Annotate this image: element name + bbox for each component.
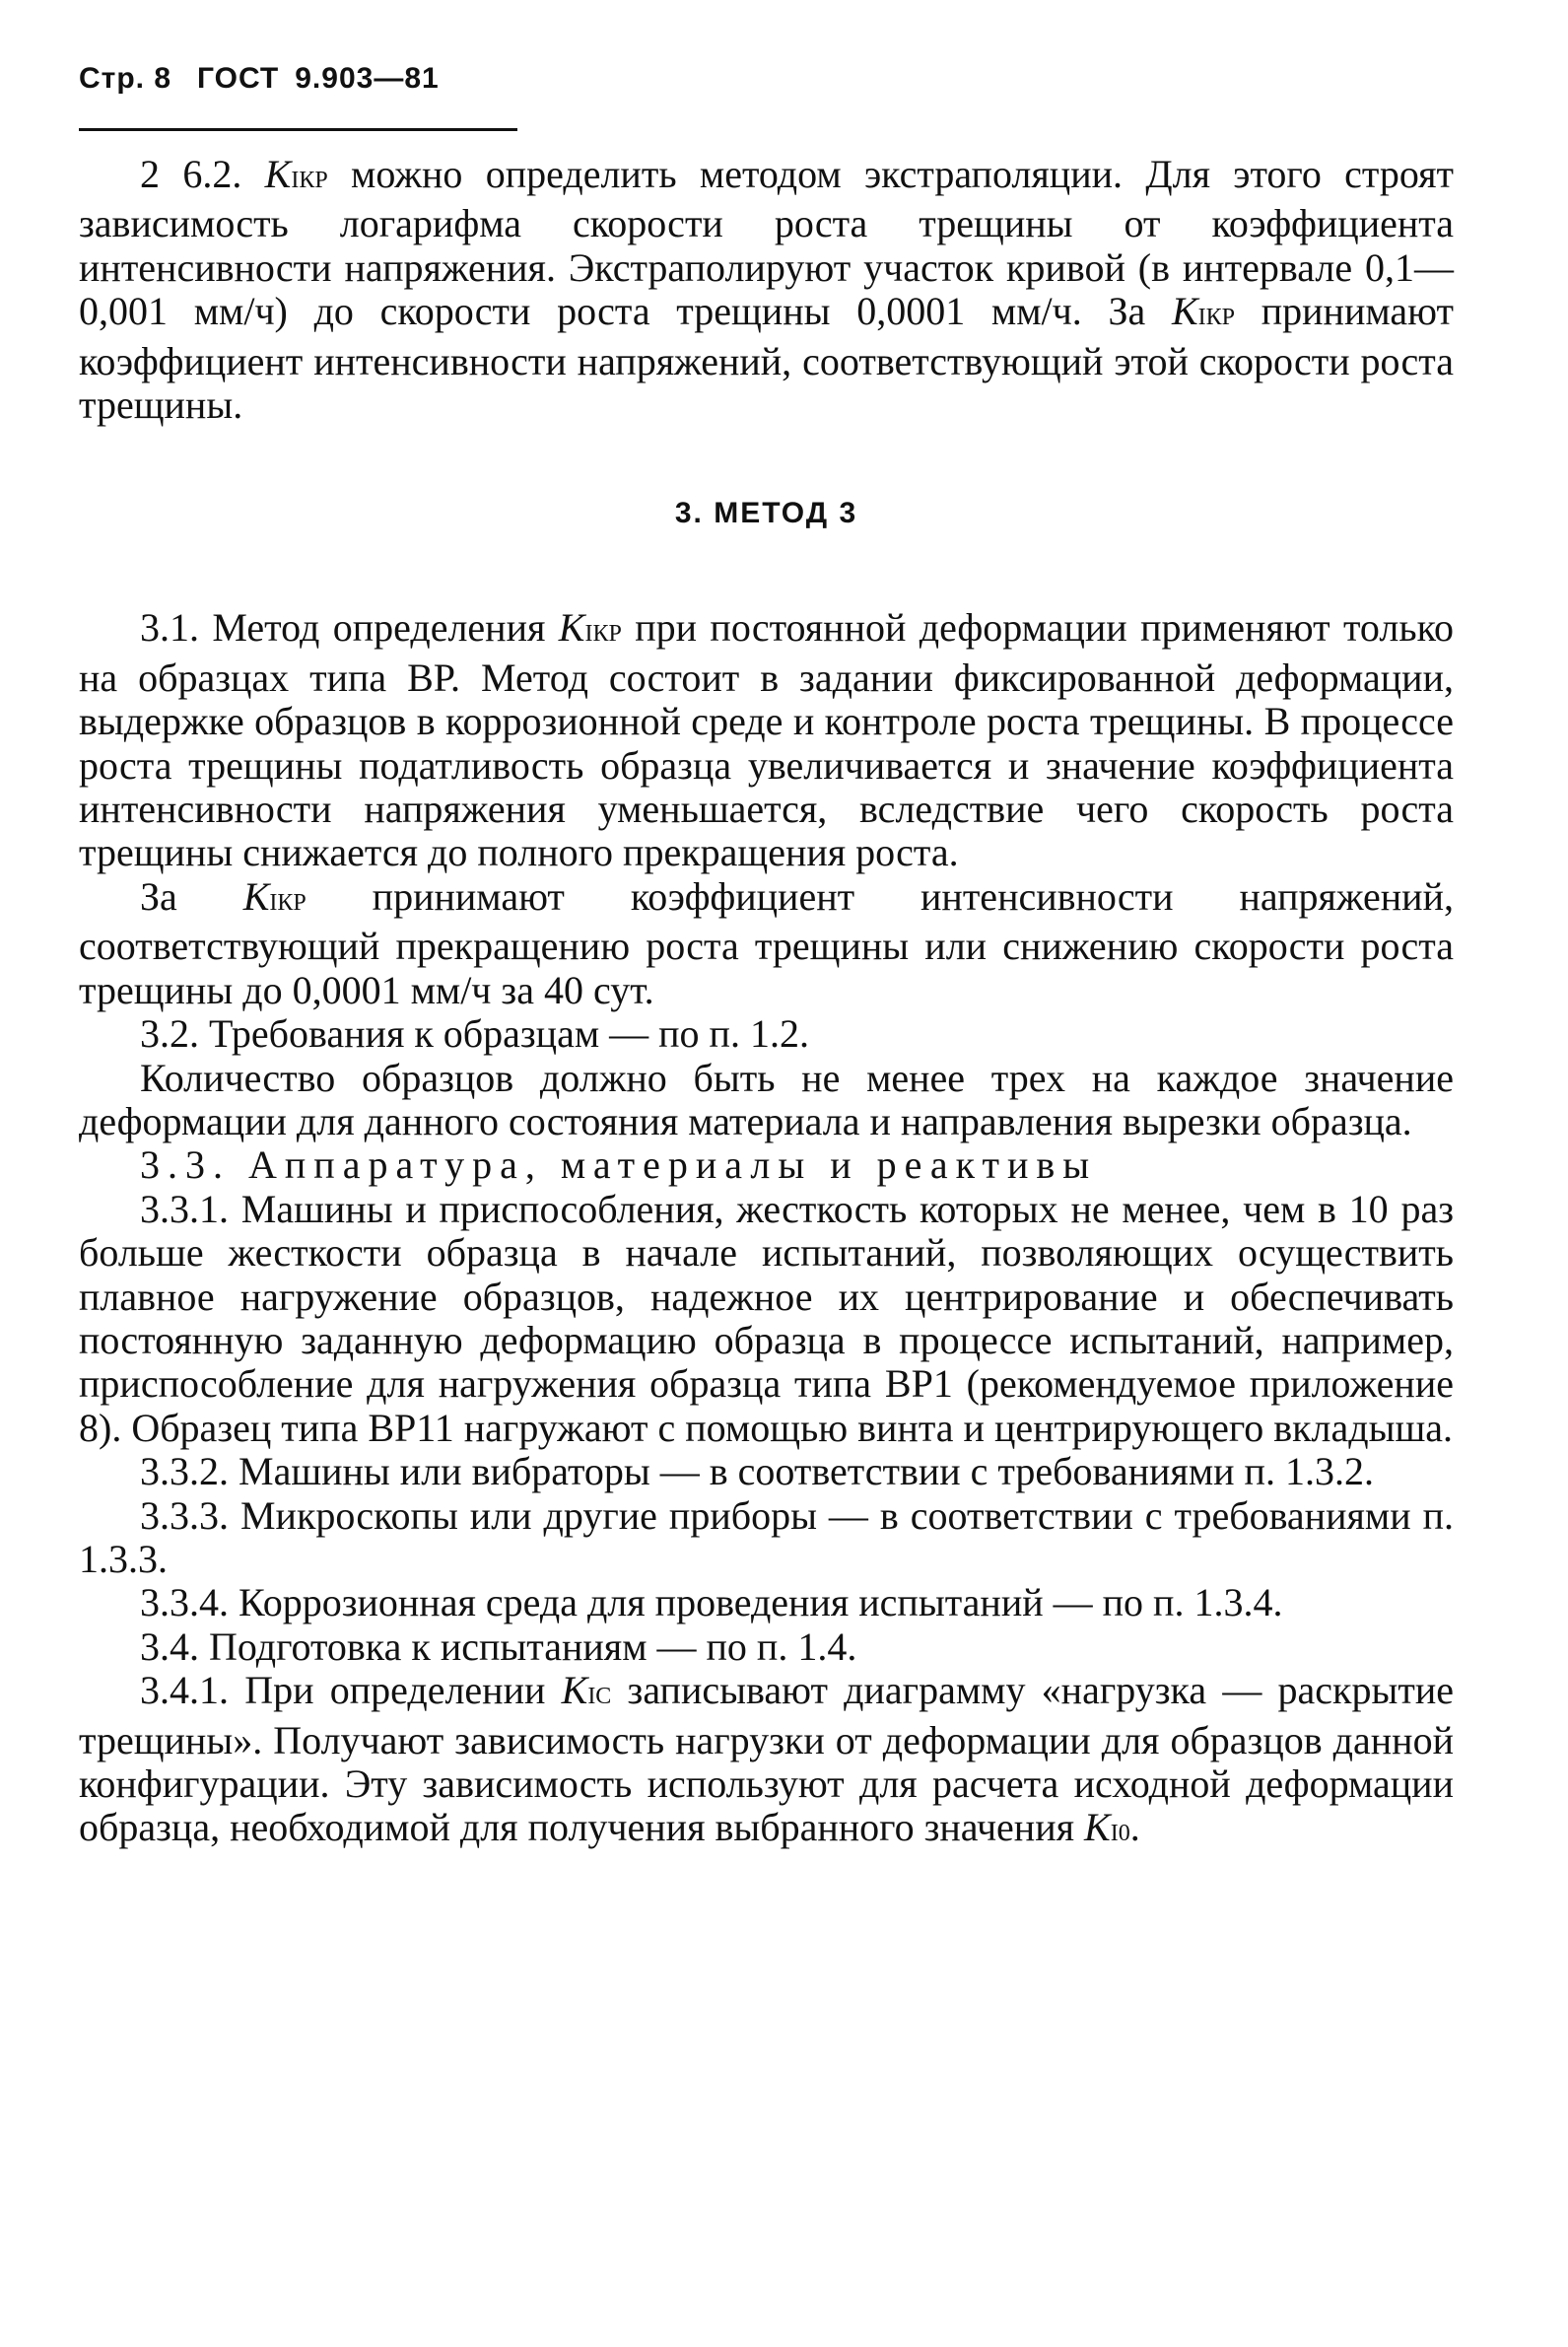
text-run: записывают диаграмму «нагрузка — раскрытие трещины». Получают зависимость нагрузки от деформации для образцов данной конфигурации. Эту зависимость используют для расчета исходной деформации образца, необходимой для получения выбранного значения bbox=[79, 1668, 1454, 1850]
page-header bbox=[79, 61, 1454, 97]
symbol-subscript: IКР bbox=[1197, 305, 1236, 331]
symbol-letter: K bbox=[1084, 1805, 1111, 1850]
symbol-letter: K bbox=[558, 605, 585, 651]
paragraph-3-1-criterion bbox=[79, 875, 1454, 1012]
document-page bbox=[79, 61, 1454, 1856]
text-run: принимают коэффициент интенсивности напряжений, соответствующий этой скорости роста трещины. bbox=[79, 289, 1454, 428]
text-run: при постоянной деформации применяют только на образцах типа ВР. Метод состоит в задании фиксированной деформации, выдержке образцов в коррозионной среде и контроле роста трещины. В процессе роста трещины податливость образца увеличивается и значение коэффициента интенсивности напряжения уменьшается, вследствие чего скорость роста трещины снижается до полного прекращения роста. bbox=[79, 605, 1455, 875]
symbol-k-icr bbox=[1172, 289, 1235, 333]
text-run: . bbox=[1129, 1805, 1140, 1850]
symbol-k-icr bbox=[265, 152, 328, 196]
symbol-subscript: IКР bbox=[584, 621, 622, 648]
paragraph-3-1 bbox=[79, 606, 1454, 874]
text-run: 2 6.2. bbox=[140, 152, 265, 196]
header-rule bbox=[79, 128, 517, 131]
symbol-k-i0 bbox=[1084, 1805, 1130, 1849]
symbol-subscript: I0 bbox=[1110, 1821, 1130, 1847]
symbol-letter: K bbox=[1171, 289, 1198, 334]
paragraph-3-4: 3.4. Подготовка к испытаниям — по п. 1.4. bbox=[140, 1623, 857, 1669]
paragraph-3-3-heading: 3.3. Аппаратура, материалы и реактивы bbox=[140, 1142, 1098, 1188]
paragraph-3-3-3: 3.3.3. Микроскопы или другие приборы — в соответствии с требованиями п. 1.3.3. bbox=[79, 1492, 1454, 1581]
paragraph-3-3-4: 3.3.4. Коррозионная среда для проведения испытаний — по п. 1.3.4. bbox=[140, 1580, 1283, 1625]
symbol-k-icr bbox=[559, 605, 622, 650]
symbol-k-ic bbox=[562, 1668, 612, 1712]
text-run: принимают коэффициент интенсивности напряжений, соответствующий прекращению роста трещины или снижению скорости роста трещины до 0,0001 мм/ч за 40 сут. bbox=[79, 873, 1454, 1012]
text-run: 3.1. Метод определения bbox=[140, 605, 559, 651]
symbol-subscript: IКР bbox=[291, 168, 328, 193]
page-number: Стр. 8 bbox=[79, 62, 172, 95]
paragraph-3-3-2: 3.3.2. Машины или вибраторы — в соответствии с требованиями п. 1.3.2. bbox=[140, 1449, 1374, 1494]
symbol-subscript: IКР bbox=[269, 889, 307, 916]
paragraph-3-2-quantity: Количество образцов должно быть не менее трех на каждое значение деформации для данного состояния материала и направления вырезки образца. bbox=[79, 1055, 1454, 1143]
symbol-letter: K bbox=[242, 873, 270, 919]
section-title: 3. МЕТОД 3 bbox=[674, 497, 858, 530]
paragraph-3-4-1 bbox=[79, 1669, 1454, 1856]
paragraph-2-6-2 bbox=[79, 153, 1454, 427]
text-run: можно определить методом экстраполяции. Для этого строят зависимость логарифма скорости роста трещины от коэффициента интенсивности напряжения. Экстраполируют участок кривой (в интервале 0,1—0,001 мм/ч) до скорости роста трещины 0,0001 мм/ч. За bbox=[79, 152, 1455, 334]
symbol-subscript: IC bbox=[587, 1684, 612, 1710]
text-run: За bbox=[140, 873, 243, 919]
text-run: 3.4.1. При определении bbox=[140, 1668, 562, 1713]
paragraph-3-3-1: 3.3.1. Машины и приспособления, жесткость которых не менее, чем в 10 раз больше жесткости образца в начале испытаний, позволяющих осуществить плавное нагружение образцов, надежное их центрирование и обеспечивать постоянную заданную деформацию образца в процессе испытаний, например, приспособление для нагружения образца типа ВР1 (рекомендуемое приложение 8). Образец типа ВР11 нагружают с помощью винта и центрирующего вкладыша. bbox=[79, 1186, 1454, 1450]
standard-number: 9.903—81 bbox=[295, 62, 440, 95]
symbol-k-icr bbox=[243, 874, 307, 919]
symbol-letter: K bbox=[264, 152, 292, 196]
standard-label: ГОСТ bbox=[197, 62, 280, 95]
symbol-letter: K bbox=[561, 1668, 588, 1713]
paragraph-3-2: 3.2. Требования к образцам — по п. 1.2. bbox=[140, 1011, 809, 1057]
